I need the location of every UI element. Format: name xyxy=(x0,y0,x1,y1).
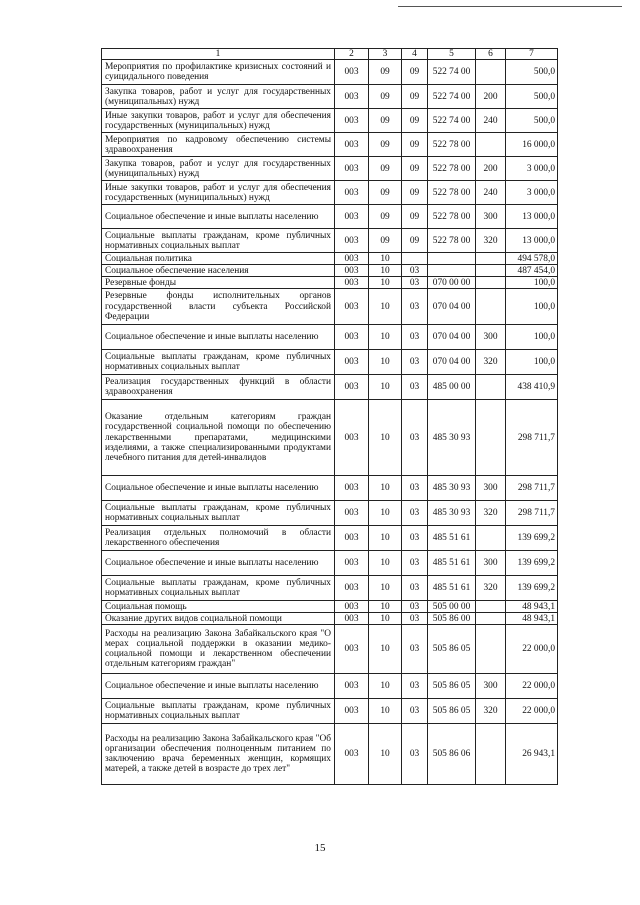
row-code-cell: 003 xyxy=(335,601,369,613)
row-name-cell: Социальные выплаты гражданам, кроме публичных нормативных социальных выплат xyxy=(102,576,335,601)
row-section-cell: 10 xyxy=(369,601,402,613)
row-amount-cell: 100,0 xyxy=(506,289,558,325)
row-target-cell: 522 74 00 xyxy=(428,109,476,133)
row-amount-cell: 438 410,9 xyxy=(506,375,558,400)
row-expense-type-cell xyxy=(476,400,506,476)
row-amount-cell: 48 943,1 xyxy=(506,613,558,625)
row-section-cell: 10 xyxy=(369,265,402,277)
row-expense-type-cell: 320 xyxy=(476,229,506,253)
header-cell: 1 xyxy=(102,49,335,60)
table-row xyxy=(102,674,558,699)
row-code-cell: 003 xyxy=(335,277,369,289)
row-code-cell: 003 xyxy=(335,289,369,325)
row-amount-cell: 100,0 xyxy=(506,325,558,350)
row-section-cell: 10 xyxy=(369,699,402,724)
row-name-cell: Иные закупки товаров, работ и услуг для обеспечения государственных (муниципальных) нужд xyxy=(102,109,335,133)
row-code-cell: 003 xyxy=(335,181,369,205)
budget-table xyxy=(101,48,558,785)
table-row xyxy=(102,375,558,400)
row-expense-type-cell xyxy=(476,625,506,674)
row-amount-cell: 139 699,2 xyxy=(506,551,558,576)
row-section-cell: 10 xyxy=(369,350,402,375)
table-row xyxy=(102,501,558,526)
row-name-cell: Оказание других видов социальной помощи xyxy=(102,613,335,625)
row-amount-cell: 22 000,0 xyxy=(506,699,558,724)
row-section-cell: 09 xyxy=(369,85,402,109)
row-expense-type-cell xyxy=(476,613,506,625)
row-amount-cell: 100,0 xyxy=(506,277,558,289)
row-name-cell: Социальное обеспечение населения xyxy=(102,265,335,277)
row-target-cell: 485 30 93 xyxy=(428,400,476,476)
row-expense-type-cell xyxy=(476,601,506,613)
row-amount-cell: 500,0 xyxy=(506,85,558,109)
row-code-cell: 003 xyxy=(335,253,369,265)
row-amount-cell: 100,0 xyxy=(506,350,558,375)
row-amount-cell: 139 699,2 xyxy=(506,526,558,551)
row-target-cell: 485 51 61 xyxy=(428,526,476,551)
row-amount-cell: 26 943,1 xyxy=(506,724,558,785)
row-target-cell: 505 86 05 xyxy=(428,674,476,699)
row-expense-type-cell xyxy=(476,289,506,325)
table-row xyxy=(102,277,558,289)
row-subsection-cell: 03 xyxy=(402,265,428,277)
row-code-cell: 003 xyxy=(335,265,369,277)
row-section-cell: 09 xyxy=(369,133,402,157)
row-section-cell: 10 xyxy=(369,526,402,551)
row-section-cell: 10 xyxy=(369,253,402,265)
row-code-cell: 003 xyxy=(335,350,369,375)
header-cell: 7 xyxy=(506,49,558,60)
row-name-cell: Расходы на реализацию Закона Забайкальского края "Об организации обеспечения полноценным питанием по заключению врача беременных женщин, кормящих матерей, а также детей в возрасте до трех лет" xyxy=(102,724,335,785)
row-section-cell: 10 xyxy=(369,501,402,526)
row-expense-type-cell xyxy=(476,526,506,551)
row-amount-cell: 500,0 xyxy=(506,109,558,133)
row-amount-cell: 3 000,0 xyxy=(506,157,558,181)
row-subsection-cell: 03 xyxy=(402,289,428,325)
row-section-cell: 10 xyxy=(369,325,402,350)
row-subsection-cell xyxy=(402,253,428,265)
row-amount-cell: 487 454,0 xyxy=(506,265,558,277)
row-subsection-cell: 03 xyxy=(402,551,428,576)
row-code-cell: 003 xyxy=(335,674,369,699)
row-amount-cell: 48 943,1 xyxy=(506,601,558,613)
row-name-cell: Реализация отдельных полномочий в области лекарственного обеспечения xyxy=(102,526,335,551)
row-target-cell: 070 00 00 xyxy=(428,277,476,289)
row-section-cell: 10 xyxy=(369,724,402,785)
row-name-cell: Иные закупки товаров, работ и услуг для обеспечения государственных (муниципальных) нужд xyxy=(102,181,335,205)
row-amount-cell: 298 711,7 xyxy=(506,501,558,526)
row-code-cell: 003 xyxy=(335,576,369,601)
table-row xyxy=(102,325,558,350)
row-expense-type-cell xyxy=(476,277,506,289)
row-name-cell: Социальное обеспечение и иные выплаты населению xyxy=(102,205,335,229)
row-section-cell: 10 xyxy=(369,674,402,699)
row-section-cell: 09 xyxy=(369,109,402,133)
row-code-cell: 003 xyxy=(335,699,369,724)
row-subsection-cell: 03 xyxy=(402,674,428,699)
row-code-cell: 003 xyxy=(335,400,369,476)
row-target-cell: 505 86 00 xyxy=(428,613,476,625)
row-section-cell: 10 xyxy=(369,277,402,289)
row-target-cell: 070 04 00 xyxy=(428,350,476,375)
row-subsection-cell: 03 xyxy=(402,476,428,501)
row-name-cell: Закупка товаров, работ и услуг для государственных (муниципальных) нужд xyxy=(102,157,335,181)
row-name-cell: Социальное обеспечение и иные выплаты населению xyxy=(102,551,335,576)
row-code-cell: 003 xyxy=(335,476,369,501)
row-section-cell: 10 xyxy=(369,576,402,601)
row-expense-type-cell: 320 xyxy=(476,501,506,526)
row-target-cell: 485 30 93 xyxy=(428,501,476,526)
row-code-cell: 003 xyxy=(335,157,369,181)
row-target-cell: 522 74 00 xyxy=(428,60,476,85)
header-cell: 6 xyxy=(476,49,506,60)
row-target-cell: 070 04 00 xyxy=(428,289,476,325)
row-subsection-cell: 09 xyxy=(402,109,428,133)
row-amount-cell: 298 711,7 xyxy=(506,476,558,501)
table-header-row xyxy=(102,49,558,60)
row-subsection-cell: 03 xyxy=(402,400,428,476)
table-row xyxy=(102,350,558,375)
row-expense-type-cell: 320 xyxy=(476,576,506,601)
table-row xyxy=(102,699,558,724)
row-expense-type-cell xyxy=(476,133,506,157)
row-name-cell: Социальная политика xyxy=(102,253,335,265)
row-name-cell: Социальное обеспечение и иные выплаты населению xyxy=(102,674,335,699)
table-row xyxy=(102,625,558,674)
row-name-cell: Мероприятия по кадровому обеспечению системы здравоохранения xyxy=(102,133,335,157)
page-number: 15 xyxy=(314,842,326,854)
table-row xyxy=(102,205,558,229)
row-subsection-cell: 03 xyxy=(402,724,428,785)
table-row xyxy=(102,85,558,109)
row-target-cell: 505 86 06 xyxy=(428,724,476,785)
row-target-cell: 522 78 00 xyxy=(428,157,476,181)
row-subsection-cell: 09 xyxy=(402,157,428,181)
row-amount-cell: 3 000,0 xyxy=(506,181,558,205)
row-subsection-cell: 09 xyxy=(402,133,428,157)
table-row xyxy=(102,229,558,253)
row-code-cell: 003 xyxy=(335,325,369,350)
row-section-cell: 10 xyxy=(369,551,402,576)
row-subsection-cell: 03 xyxy=(402,350,428,375)
row-code-cell: 003 xyxy=(335,724,369,785)
table-row xyxy=(102,576,558,601)
row-amount-cell: 22 000,0 xyxy=(506,674,558,699)
row-code-cell: 003 xyxy=(335,109,369,133)
row-section-cell: 10 xyxy=(369,289,402,325)
row-code-cell: 003 xyxy=(335,526,369,551)
row-subsection-cell: 03 xyxy=(402,277,428,289)
row-subsection-cell: 03 xyxy=(402,613,428,625)
row-expense-type-cell: 320 xyxy=(476,699,506,724)
row-code-cell: 003 xyxy=(335,60,369,85)
row-amount-cell: 13 000,0 xyxy=(506,205,558,229)
table-row xyxy=(102,109,558,133)
row-subsection-cell: 03 xyxy=(402,325,428,350)
table-row xyxy=(102,60,558,85)
row-expense-type-cell: 300 xyxy=(476,551,506,576)
row-subsection-cell: 03 xyxy=(402,699,428,724)
row-code-cell: 003 xyxy=(335,229,369,253)
row-target-cell: 485 00 00 xyxy=(428,375,476,400)
row-code-cell: 003 xyxy=(335,501,369,526)
row-expense-type-cell: 300 xyxy=(476,205,506,229)
row-amount-cell: 494 578,0 xyxy=(506,253,558,265)
row-name-cell: Резервные фонды xyxy=(102,277,335,289)
row-code-cell: 003 xyxy=(335,205,369,229)
row-expense-type-cell: 200 xyxy=(476,157,506,181)
row-name-cell: Социальная помощь xyxy=(102,601,335,613)
table-row xyxy=(102,601,558,613)
row-target-cell: 070 04 00 xyxy=(428,325,476,350)
row-expense-type-cell: 200 xyxy=(476,85,506,109)
table-row xyxy=(102,181,558,205)
row-expense-type-cell xyxy=(476,60,506,85)
row-expense-type-cell xyxy=(476,375,506,400)
row-expense-type-cell xyxy=(476,265,506,277)
table-row xyxy=(102,526,558,551)
row-target-cell: 522 78 00 xyxy=(428,181,476,205)
top-rule xyxy=(398,6,622,7)
row-target-cell: 505 86 05 xyxy=(428,699,476,724)
row-code-cell: 003 xyxy=(335,133,369,157)
row-section-cell: 09 xyxy=(369,205,402,229)
row-target-cell xyxy=(428,265,476,277)
row-code-cell: 003 xyxy=(335,625,369,674)
row-expense-type-cell: 320 xyxy=(476,350,506,375)
row-target-cell: 522 78 00 xyxy=(428,205,476,229)
row-expense-type-cell xyxy=(476,724,506,785)
row-amount-cell: 500,0 xyxy=(506,60,558,85)
row-expense-type-cell xyxy=(476,253,506,265)
row-target-cell: 522 78 00 xyxy=(428,229,476,253)
row-section-cell: 09 xyxy=(369,60,402,85)
row-target-cell: 505 00 00 xyxy=(428,601,476,613)
row-section-cell: 09 xyxy=(369,229,402,253)
row-target-cell: 485 51 61 xyxy=(428,576,476,601)
row-section-cell: 09 xyxy=(369,181,402,205)
row-target-cell: 485 30 93 xyxy=(428,476,476,501)
row-name-cell: Реализация государственных функций в области здравоохранения xyxy=(102,375,335,400)
row-amount-cell: 16 000,0 xyxy=(506,133,558,157)
row-name-cell: Расходы на реализацию Закона Забайкальского края "О мерах социальной поддержки в оказании медико-социальной помощи и лекарственном обеспечении отдельным категориям граждан" xyxy=(102,625,335,674)
header-cell: 5 xyxy=(428,49,476,60)
row-section-cell: 10 xyxy=(369,400,402,476)
row-code-cell: 003 xyxy=(335,85,369,109)
table-row xyxy=(102,157,558,181)
row-subsection-cell: 09 xyxy=(402,85,428,109)
table-row xyxy=(102,265,558,277)
row-subsection-cell: 03 xyxy=(402,625,428,674)
row-subsection-cell: 03 xyxy=(402,375,428,400)
row-subsection-cell: 09 xyxy=(402,181,428,205)
row-section-cell: 09 xyxy=(369,157,402,181)
row-name-cell: Социальные выплаты гражданам, кроме публичных нормативных социальных выплат xyxy=(102,699,335,724)
row-target-cell: 505 86 05 xyxy=(428,625,476,674)
row-name-cell: Социальное обеспечение и иные выплаты населению xyxy=(102,325,335,350)
row-subsection-cell: 09 xyxy=(402,60,428,85)
row-expense-type-cell: 300 xyxy=(476,476,506,501)
row-amount-cell: 298 711,7 xyxy=(506,400,558,476)
row-name-cell: Резервные фонды исполнительных органов государственной власти субъекта Российской Федерации xyxy=(102,289,335,325)
header-cell: 4 xyxy=(402,49,428,60)
row-name-cell: Социальные выплаты гражданам, кроме публичных нормативных социальных выплат xyxy=(102,350,335,375)
table-row xyxy=(102,400,558,476)
row-subsection-cell: 03 xyxy=(402,526,428,551)
table-row xyxy=(102,133,558,157)
row-name-cell: Мероприятия по профилактике кризисных состояний и суицидального поведения xyxy=(102,60,335,85)
table-row xyxy=(102,724,558,785)
row-section-cell: 10 xyxy=(369,375,402,400)
row-section-cell: 10 xyxy=(369,476,402,501)
row-name-cell: Закупка товаров, работ и услуг для государственных (муниципальных) нужд xyxy=(102,85,335,109)
table-row xyxy=(102,476,558,501)
row-name-cell: Социальные выплаты гражданам, кроме публичных нормативных социальных выплат xyxy=(102,229,335,253)
header-cell: 2 xyxy=(335,49,369,60)
row-section-cell: 10 xyxy=(369,625,402,674)
row-target-cell xyxy=(428,253,476,265)
row-target-cell: 522 74 00 xyxy=(428,85,476,109)
row-name-cell: Оказание отдельным категориям граждан государственной социальной помощи по обеспечению лекарственными препаратами, медицинскими изделиями, а также специализированными продуктами лечебного питания для детей-инвалидов xyxy=(102,400,335,476)
row-section-cell: 10 xyxy=(369,613,402,625)
row-expense-type-cell: 300 xyxy=(476,325,506,350)
row-subsection-cell: 03 xyxy=(402,576,428,601)
row-subsection-cell: 09 xyxy=(402,229,428,253)
table-row xyxy=(102,551,558,576)
row-subsection-cell: 03 xyxy=(402,501,428,526)
row-expense-type-cell: 240 xyxy=(476,109,506,133)
header-cell: 3 xyxy=(369,49,402,60)
row-code-cell: 003 xyxy=(335,613,369,625)
row-expense-type-cell: 240 xyxy=(476,181,506,205)
row-code-cell: 003 xyxy=(335,551,369,576)
row-name-cell: Социальное обеспечение и иные выплаты населению xyxy=(102,476,335,501)
table-row xyxy=(102,613,558,625)
row-code-cell: 003 xyxy=(335,375,369,400)
row-target-cell: 485 51 61 xyxy=(428,551,476,576)
row-amount-cell: 22 000,0 xyxy=(506,625,558,674)
row-name-cell: Социальные выплаты гражданам, кроме публичных нормативных социальных выплат xyxy=(102,501,335,526)
row-subsection-cell: 03 xyxy=(402,601,428,613)
row-subsection-cell: 09 xyxy=(402,205,428,229)
table-row xyxy=(102,289,558,325)
table-row xyxy=(102,253,558,265)
row-amount-cell: 139 699,2 xyxy=(506,576,558,601)
row-target-cell: 522 78 00 xyxy=(428,133,476,157)
row-expense-type-cell: 300 xyxy=(476,674,506,699)
row-amount-cell: 13 000,0 xyxy=(506,229,558,253)
